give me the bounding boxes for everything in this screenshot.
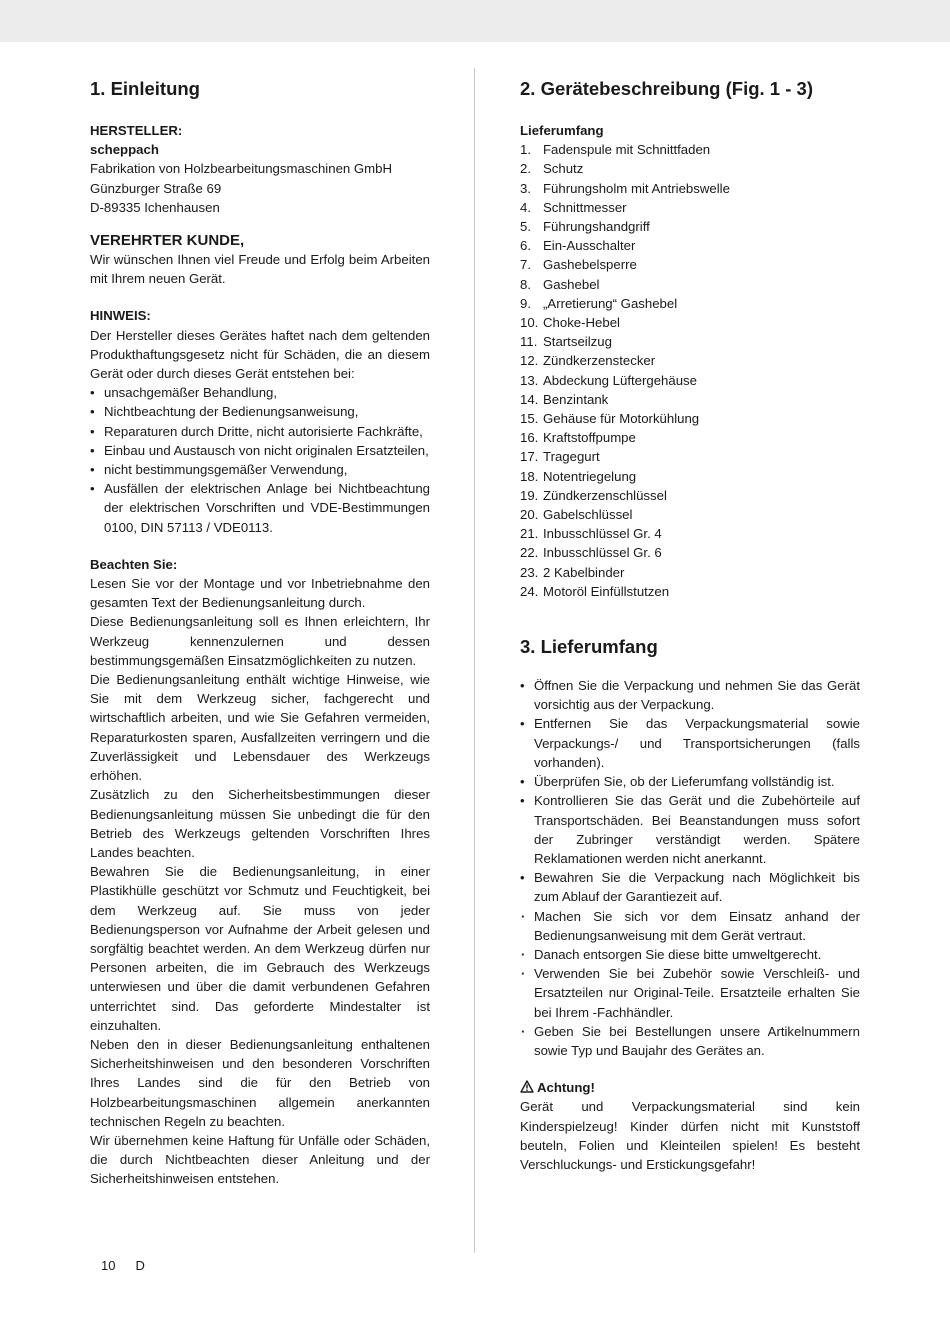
item-text: Gashebelsperre bbox=[543, 257, 637, 273]
list-item: • unsachgemäßer Behandlung, bbox=[90, 383, 430, 402]
section-title-lieferumfang: 3. Lieferumfang bbox=[520, 636, 658, 658]
item-number: 10. bbox=[520, 315, 539, 331]
item-text: Gabelschlüssel bbox=[543, 507, 633, 523]
item-number: 1. bbox=[520, 142, 531, 158]
item-number: 16. bbox=[520, 430, 539, 446]
item-number: 21. bbox=[520, 526, 539, 542]
item-number: 2. bbox=[520, 161, 531, 177]
list-item: • Entfernen Sie das Verpackungsmaterial sowie Verpackungs-/ und Transportsicherungen (falls vorhanden). bbox=[520, 714, 860, 772]
company-name: scheppach bbox=[90, 142, 159, 158]
address-line: D-89335 Ichenhausen bbox=[90, 199, 220, 215]
paragraph: Lesen Sie vor der Montage und vor Inbetriebnahme den gesamten Text der Bedienungsanleitung durch. bbox=[90, 576, 430, 611]
item-text: Ein-Ausschalter bbox=[543, 238, 636, 254]
list-item bbox=[520, 217, 860, 236]
paragraph: Die Bedienungsanleitung enthält wichtige Hinweise, wie Sie mit dem Werkzeug sicher, fachgerecht und wirtschaftlich arbeiten, und wie Sie Gefahren vermeiden, Reparaturkosten sparen, Ausfallzeiten verringern und die Zuverlässigkeit und Lebensdauer des Werkzeugs erhöhen. bbox=[90, 672, 430, 784]
item-number: 15. bbox=[520, 411, 539, 427]
item-text: Gashebel bbox=[543, 276, 600, 292]
list-item: · Verwenden Sie bei Zubehör sowie Verschleiß- und Ersatzteilen nur Original-Teile. Ersatzteile erhalten Sie bei Ihrem -Fachhändler. bbox=[520, 964, 860, 1022]
item-number: 14. bbox=[520, 391, 539, 407]
section-title-geraetebeschreibung: 2. Gerätebeschreibung (Fig. 1 - 3) bbox=[520, 78, 813, 99]
item-number: 5. bbox=[520, 219, 531, 235]
list-item: • Reparaturen durch Dritte, nicht autorisierte Fachkräfte, bbox=[90, 422, 430, 441]
item-text: 2 Kabelbinder bbox=[543, 564, 625, 580]
item-number: 8. bbox=[520, 276, 531, 292]
list-item: · Danach entsorgen Sie diese bitte umweltgerecht. bbox=[520, 945, 860, 964]
top-bar bbox=[0, 0, 950, 42]
kunde-text: Wir wünschen Ihnen viel Freude und Erfolg beim Arbeiten mit Ihrem neuen Gerät. bbox=[90, 252, 430, 287]
column-divider bbox=[474, 68, 475, 1253]
list-item: · Geben Sie bei Bestellungen unsere Artikelnummern sowie Typ und Baujahr des Gerätes an. bbox=[520, 1022, 860, 1060]
list-item bbox=[520, 351, 860, 370]
list-item: • Überprüfen Sie, ob der Lieferumfang vollständig ist. bbox=[520, 772, 860, 791]
hinweis-label: HINWEIS: bbox=[90, 308, 151, 324]
page-footer bbox=[101, 1258, 165, 1274]
warning-text: Gerät und Verpackungsmaterial sind kein Kinderspielzeug! Kinder dürfen nicht mit Kunststoff beuteln, Folien und Kleinteilen spielen! Es besteht Verschluckungs- und Erstickungsgefahr! bbox=[520, 1099, 860, 1172]
list-item bbox=[520, 409, 860, 428]
list-item bbox=[520, 467, 860, 486]
item-number: 3. bbox=[520, 180, 531, 196]
left-column bbox=[90, 78, 430, 1189]
list-item bbox=[520, 447, 860, 466]
section-title-einleitung: 1. Einleitung bbox=[90, 78, 200, 99]
item-number: 17. bbox=[520, 449, 539, 465]
paragraph: Neben den in dieser Bedienungsanleitung enthaltenen Sicherheitshinweisen und den besonderen Vorschriften Ihres Landes sind die für den Betrieb von Holzbearbeitungsmaschinen allgemein anerkannten technischen Regeln zu beachten. bbox=[90, 1036, 430, 1129]
item-number: 13. bbox=[520, 372, 539, 388]
item-text: Choke-Hebel bbox=[543, 315, 620, 331]
paragraph: Zusätzlich zu den Sicherheitsbestimmungen dieser Bedienungsanleitung müssen Sie unbedingt die für den Betrieb des Werkzeugs geltenden Vorschriften Ihres Landes beachten. bbox=[90, 787, 430, 860]
list-item bbox=[520, 159, 860, 178]
list-item: • Bewahren Sie die Verpackung nach Möglichkeit bis zum Ablauf der Garantiezeit auf. bbox=[520, 868, 860, 906]
item-text: Inbusschlüssel Gr. 6 bbox=[543, 545, 662, 561]
address-line: Fabrikation von Holzbearbeitungsmaschinen GmbH bbox=[90, 161, 392, 177]
address-line: Günzburger Straße 69 bbox=[90, 180, 222, 196]
right-column bbox=[520, 78, 860, 1174]
list-item: · Machen Sie sich vor dem Einsatz anhand der Bedienungsanweisung mit dem Gerät vertraut. bbox=[520, 907, 860, 945]
list-item: • Einbau und Austausch von nicht originalen Ersatzteilen, bbox=[90, 441, 430, 460]
item-number: 4. bbox=[520, 199, 531, 215]
page-number: 10 bbox=[101, 1258, 116, 1273]
item-text: „Arretierung“ Gashebel bbox=[543, 295, 678, 311]
list-item bbox=[520, 428, 860, 447]
item-text: Tragegurt bbox=[543, 449, 600, 465]
list-item bbox=[520, 255, 860, 274]
list-item: • Nichtbeachtung der Bedienungsanweisung, bbox=[90, 402, 430, 421]
beachten-label: Beachten Sie: bbox=[90, 556, 178, 572]
item-text: Abdeckung Lüftergehäuse bbox=[543, 372, 697, 388]
paragraph: Wir übernehmen keine Haftung für Unfälle oder Schäden, die durch Nichtbeachten dieser Anleitung und der Sicherheitshinweisen entstehen. bbox=[90, 1132, 430, 1187]
hinweis-text: Der Hersteller dieses Gerätes haftet nach dem geltenden Produkthaftungsgesetz nicht für Schäden, die an diesem Gerät oder durch dieses Gerät entstehen bei: bbox=[90, 327, 430, 382]
item-number: 23. bbox=[520, 564, 539, 580]
kunde-title: VEREHRTER KUNDE, bbox=[90, 232, 245, 250]
list-item bbox=[520, 198, 860, 217]
list-item bbox=[520, 313, 860, 332]
list-item bbox=[520, 332, 860, 351]
item-number: 12. bbox=[520, 353, 539, 369]
item-text: Zündkerzenschlüssel bbox=[543, 487, 667, 503]
list-item bbox=[520, 371, 860, 390]
item-text: Notentriegelung bbox=[543, 468, 637, 484]
hinweis-list bbox=[90, 383, 430, 537]
list-item bbox=[520, 563, 860, 582]
item-number: 19. bbox=[520, 487, 539, 503]
list-item bbox=[520, 236, 860, 255]
list-item bbox=[520, 294, 860, 313]
warning-heading bbox=[520, 1078, 860, 1097]
item-text: Fadenspule mit Schnittfaden bbox=[543, 142, 711, 158]
item-number: 6. bbox=[520, 238, 531, 254]
item-number: 11. bbox=[520, 334, 538, 350]
item-text: Führungshandgriff bbox=[543, 219, 650, 235]
list-item bbox=[520, 275, 860, 294]
list-item: • nicht bestimmungsgemäßer Verwendung, bbox=[90, 460, 430, 479]
item-text: Schnittmesser bbox=[543, 199, 627, 215]
language-code: D bbox=[135, 1258, 145, 1273]
list-item bbox=[520, 524, 860, 543]
item-number: 24. bbox=[520, 583, 539, 599]
list-item bbox=[520, 543, 860, 562]
warning-label: Achtung! bbox=[537, 1080, 595, 1096]
list-item bbox=[520, 505, 860, 524]
item-text: Startseilzug bbox=[543, 334, 612, 350]
delivery-list bbox=[520, 676, 860, 906]
list-item bbox=[520, 179, 860, 198]
item-text: Gehäuse für Motorkühlung bbox=[543, 411, 700, 427]
list-item bbox=[520, 390, 860, 409]
item-text: Zündkerzenstecker bbox=[543, 353, 656, 369]
item-text: Kraftstoffpumpe bbox=[543, 430, 636, 446]
paragraph: Diese Bedienungsanleitung soll es Ihnen erleichtern, Ihr Werkzeug kennenzulernen und dessen bestimmungsgemäßen Einsatzmöglichkeiten zu nutzen. bbox=[90, 614, 430, 668]
warning-triangle-icon bbox=[520, 1080, 534, 1093]
item-number: 7. bbox=[520, 257, 531, 273]
list-item bbox=[520, 582, 860, 601]
list-item: • Öffnen Sie die Verpackung und nehmen Sie das Gerät vorsichtig aus der Verpackung. bbox=[520, 676, 860, 714]
item-number: 18. bbox=[520, 468, 539, 484]
item-number: 22. bbox=[520, 545, 539, 561]
delivery-list-secondary bbox=[520, 907, 860, 1061]
item-text: Führungsholm mit Antriebswelle bbox=[543, 180, 730, 196]
item-number: 9. bbox=[520, 295, 531, 311]
item-text: Motoröl Einfüllstutzen bbox=[543, 583, 670, 599]
hersteller-label: HERSTELLER: bbox=[90, 123, 183, 138]
list-item: • Kontrollieren Sie das Gerät und die Zubehörteile auf Transportschäden. Bei Beanstandungen muss sofort der Zubringer verständigt werden. Spätere Reklamationen werden nicht anerkannt. bbox=[520, 791, 860, 868]
item-number: 20. bbox=[520, 507, 539, 523]
lieferumfang-label: Lieferumfang bbox=[520, 123, 604, 138]
item-text: Schutz bbox=[543, 161, 584, 177]
item-text: Benzintank bbox=[543, 391, 609, 407]
list-item bbox=[520, 140, 860, 159]
list-item: • Ausfällen der elektrischen Anlage bei Nichtbeachtung der elektrischen Vorschriften und VDE-Bestimmungen 0100, DIN 57113 / VDE0113. bbox=[90, 479, 430, 537]
paragraph: Bewahren Sie die Bedienungsanleitung, in einer Plastikhülle geschützt vor Schmutz und Feuchtigkeit, bei dem Werkzeug auf. Sie muss von jeder Bedienungsperson vor Aufnahme der Arbeit gelesen und sorgfältig beachtet werden. An dem Werkzeug dürfen nur Personen arbeiten, die im Gebrauch des Werkzeugs unterwiesen und über die damit verbundenen Gefahren unterrichtet sind. Das geforderte Mindestalter ist einzuhalten. bbox=[90, 864, 430, 1033]
item-text: Inbusschlüssel Gr. 4 bbox=[543, 526, 662, 542]
list-item bbox=[520, 486, 860, 505]
parts-list bbox=[520, 140, 860, 601]
